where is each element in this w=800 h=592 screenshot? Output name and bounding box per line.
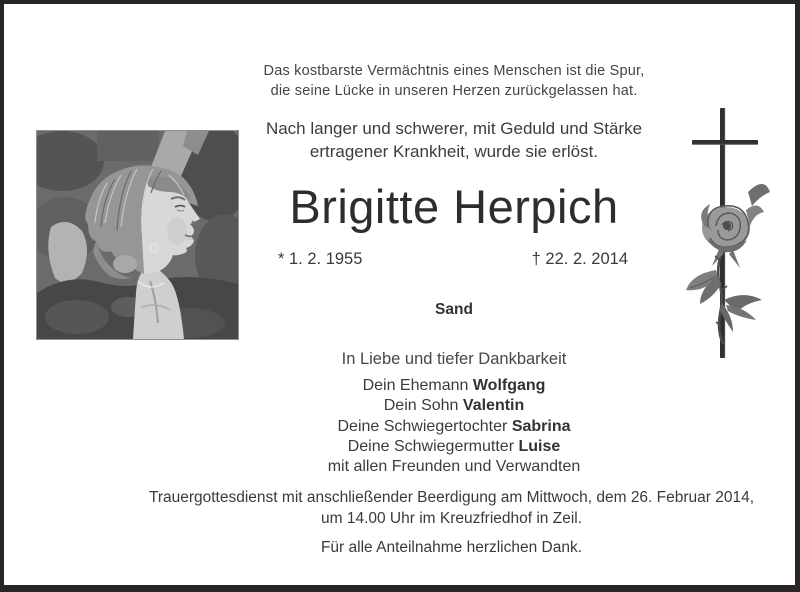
- birth-date: * 1. 2. 1955: [278, 250, 363, 268]
- thanks-line: Für alle Anteilnahme herzlichen Dank.: [320, 539, 583, 556]
- mourner-name: Sabrina: [511, 417, 571, 435]
- mourner-relation: Deine Schwiegermutter: [347, 437, 515, 455]
- epigraph: [240, 62, 668, 101]
- mourner-name: Valentin: [462, 397, 525, 415]
- life-dates: [278, 250, 628, 269]
- mourner-row: [240, 376, 668, 396]
- mourners-list: [240, 376, 668, 477]
- cross-with-rose-illustration: [676, 104, 770, 366]
- mourner-name: Luise: [518, 437, 561, 455]
- mourner-row: [240, 417, 668, 437]
- portrait-image: [37, 131, 238, 339]
- epigraph-line-2: die seine Lücke in unseren Herzen zurückgelassen hat.: [270, 82, 638, 99]
- mourners-closing: mit allen Freunden und Verwandten: [327, 458, 581, 476]
- funeral-line-2: um 14.00 Uhr im Kreuzfriedhof in Zeil.: [320, 510, 583, 527]
- portrait-photo: [36, 130, 239, 340]
- mourner-relation: Dein Sohn: [383, 397, 459, 415]
- epigraph-line-1: Das kostbarste Vermächtnis eines Menschen ist die Spur,: [263, 63, 645, 79]
- deceased-name: Brigitte Herpich: [289, 180, 619, 233]
- death-date: † 22. 2. 2014: [531, 250, 628, 268]
- intro-line-2: ertragener Krankheit, wurde sie erlöst.: [309, 141, 599, 161]
- mourner-relation: Dein Ehemann: [362, 377, 469, 394]
- cross-icon: [676, 104, 770, 366]
- intro-text: [240, 118, 668, 163]
- gratitude-heading: In Liebe und tiefer Dankbarkeit: [341, 350, 567, 368]
- mourner-name: Wolfgang: [472, 377, 546, 394]
- rose-icon: [701, 184, 770, 268]
- mourner-row: [240, 396, 668, 416]
- mourner-row: [240, 437, 668, 457]
- funeral-line-1: Trauergottesdienst mit anschließender Beerdigung am Mittwoch, dem 26. Februar 2014,: [148, 489, 755, 506]
- intro-line-1: Nach langer und schwerer, mit Geduld und Stärke: [265, 119, 643, 138]
- funeral-details: [96, 487, 800, 558]
- residence: Sand: [435, 301, 473, 318]
- mourner-relation: Deine Schwiegertochter: [337, 417, 508, 435]
